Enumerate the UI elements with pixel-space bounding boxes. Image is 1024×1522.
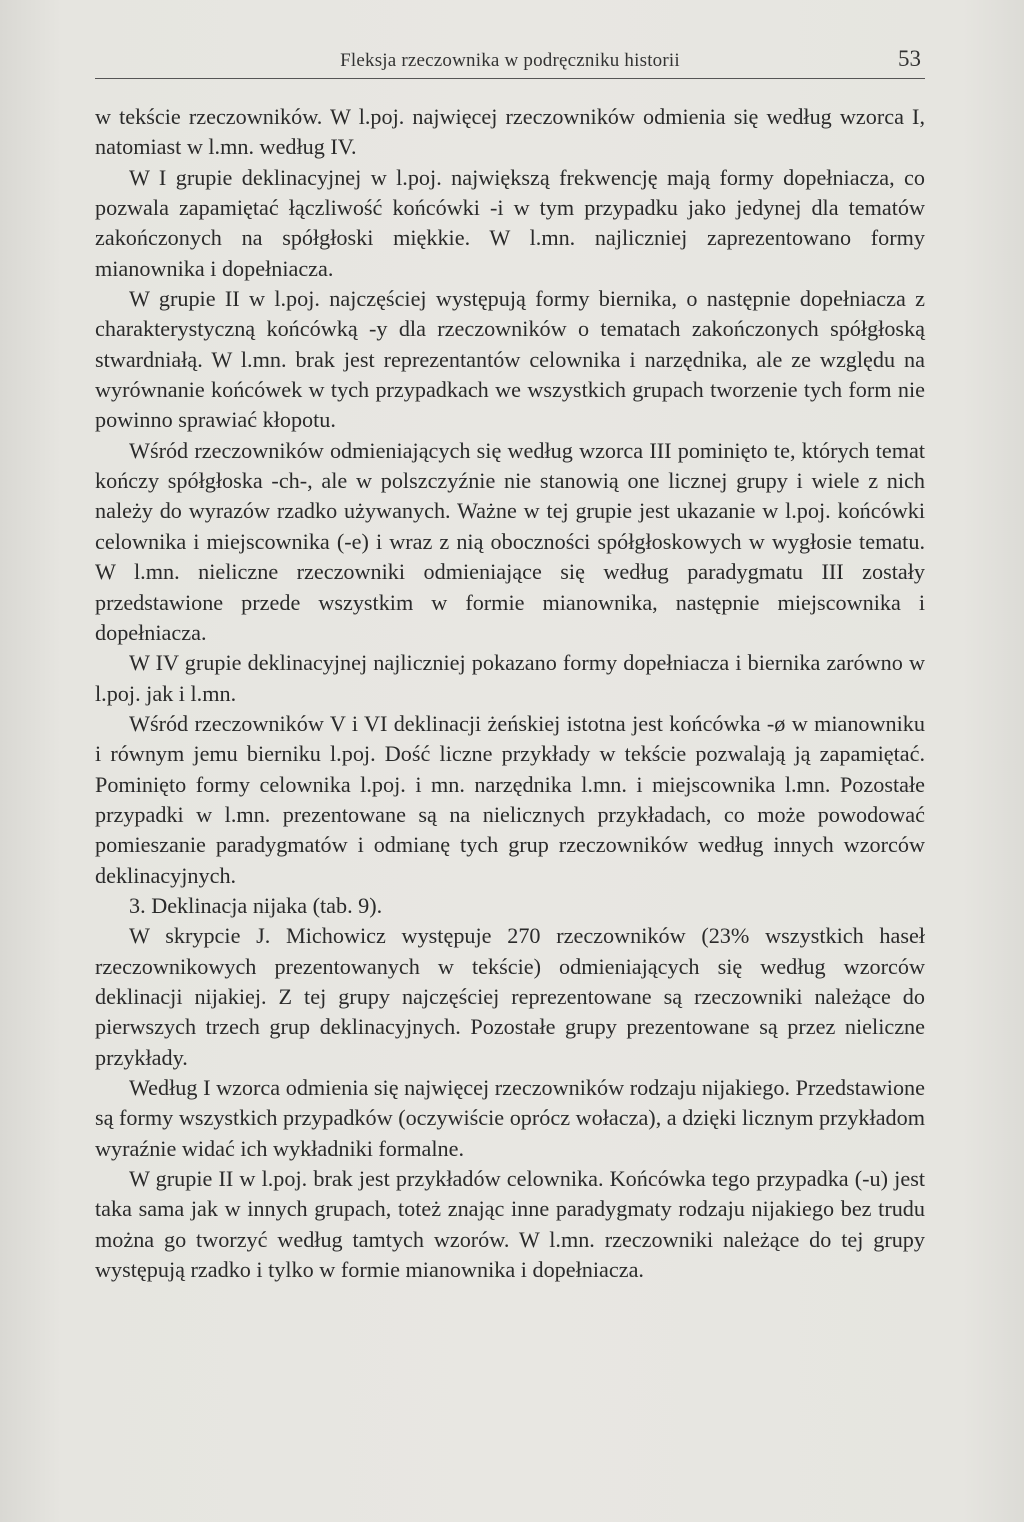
paragraph: Wśród rzeczowników V i VI deklinacji żeńskiej istotna jest końcówka -ø w mianowniku i równym jemu bierniku l.poj. Dość liczne przykłady w tekście pozwalają ją zapamiętać. Pominięto formy celownika l.poj. i mn. narzędnika l.mn. i miejscownika l.mn. Pozostałe przypadki w l.mn. prezentowane są na nielicznych przykładach, co może powodować pomieszanie paradygmatów i odmianę tych grup rzeczowników według innych wzorców deklinacyjnych. <box>95 710 925 888</box>
paragraph: W grupie II w l.poj. najczęściej występują formy biernika, o następnie dopełniacza z charakterystyczną końcówką -y dla rzeczowników o tematach zakończonych spółgłoską stwardniałą. W l.mn. brak jest reprezentantów celownika i narzędnika, ale ze względu na wyrównanie końcówek w tych przypadkach we wszystkich grupach tworzenie tych form nie powinno sprawiać kłopotu. <box>95 286 925 433</box>
body-text <box>95 102 925 1285</box>
paragraph: W IV grupie deklinacyjnej najliczniej pokazano formy dopełniacza i biernika zarówno w l.poj. jak i l.mn. <box>95 650 925 706</box>
running-title: Fleksja rzeczownika w podręczniku historii <box>340 50 680 71</box>
paragraph: w tekście rzeczowników. W l.poj. najwięcej rzeczowników odmienia się według wzorca I, natomiast w l.mn. według IV. <box>95 104 925 160</box>
paragraph: W grupie II w l.poj. brak jest przykładów celownika. Końcówka tego przypadka (-u) jest taka sama jak w innych grupach, toteż znając inne paradygmaty rodzaju nijakiego bez trudu można go tworzyć według tamtych wzorów. W l.mn. rzeczowniki należące do tej grupy występują rzadko i tylko w formie mianownika i dopełniacza. <box>95 1166 925 1283</box>
page-number: 53 <box>898 46 921 71</box>
paragraph: W skrypcie J. Michowicz występuje 270 rzeczowników (23% wszystkich haseł rzeczownikowych prezentowanych w tekście) odmieniających się według wzorców deklinacji nijakiej. Z tej grupy najczęściej reprezentowane są rzeczowniki należące do pierwszych trzech grup deklinacyjnych. Pozostałe grupy prezentowane są przez nieliczne przykłady. <box>95 923 925 1070</box>
header-rule <box>95 78 925 79</box>
paragraph: Wśród rzeczowników odmieniających się według wzorca III pominięto te, których temat kończy spółgłoska -ch-, ale w polszczyźnie nie stanowią one licznej grupy i wiele z nich należy do wyrazów rzadko używanych. Ważne w tej grupie jest ukazanie w l.poj. końcówki celownika i miejscownika (-e) i wraz z nią oboczności spółgłoskowych w wygłosie tematu. W l.mn. nieliczne rzeczowniki odmieniające się według paradygmatu III zostały przedstawione przede wszystkim w formie mianownika, następnie miejscownika i dopełniacza. <box>95 437 925 645</box>
page-header <box>95 44 925 80</box>
paragraph: W I grupie deklinacyjnej w l.poj. największą frekwencję mają formy dopełniacza, co pozwala zapamiętać łączliwość końcówki -i w tym przypadku jako jedynej dla tematów zakończonych na spółgłoski miękkie. W l.mn. najliczniej zaprezentowano formy mianownika i dopełniacza. <box>95 164 925 281</box>
section-heading: 3. Deklinacja nijaka (tab. 9). <box>129 892 383 918</box>
paragraph: Według I wzorca odmienia się najwięcej rzeczowników rodzaju nijakiego. Przedstawione są formy wszystkich przypadków (oczywiście oprócz wołacza), a dzięki licznym przykładom wyraźnie widać ich wykładniki formalne. <box>95 1075 925 1161</box>
